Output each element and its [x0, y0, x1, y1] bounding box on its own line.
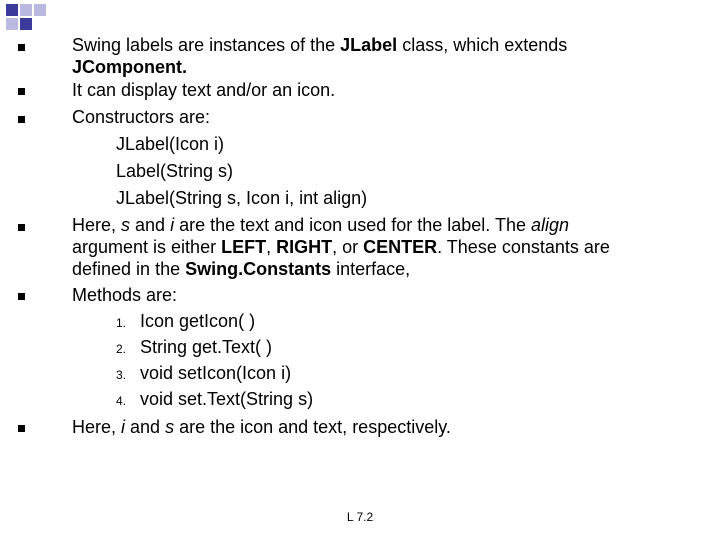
bullet-icon: [18, 425, 25, 432]
bullet-icon: [18, 88, 25, 95]
constructor-item: JLabel(Icon i): [116, 134, 225, 154]
bullet-4-line-2: argument is either LEFT, RIGHT, or CENTER. These constants are: [72, 237, 610, 257]
method-number: 3.: [116, 368, 127, 382]
method-item: String get.Text( ): [140, 337, 273, 357]
bullet-1-line-1: Swing labels are instances of the JLabel class, which extends: [72, 35, 568, 55]
title-decoration: [0, 0, 72, 30]
method-item: void setIcon(Icon i): [140, 363, 292, 383]
bullet-icon: [18, 293, 25, 300]
bullet-2-line-1: It can display text and/or an icon.: [72, 80, 336, 100]
method-number: 2.: [116, 342, 127, 356]
slide-number: L 7.2: [346, 510, 374, 524]
bullet-4-line-3: defined in the Swing.Constants interface,: [72, 259, 411, 279]
bullet-5-line-1: Methods are:: [72, 285, 178, 305]
decoration-square: [6, 4, 18, 16]
method-number: 4.: [116, 394, 127, 408]
bullet-4-line-1: Here, s and i are the text and icon used for the label. The align: [72, 215, 570, 235]
constructor-item: JLabel(String s, Icon i, int align): [116, 188, 368, 208]
decoration-square: [34, 4, 46, 16]
decoration-square: [6, 18, 18, 30]
bullet-6-line-1: Here, i and s are the icon and text, respectively.: [72, 417, 451, 437]
decoration-square: [20, 18, 32, 30]
decoration-square: [20, 4, 32, 16]
bullet-1-line-2: JComponent.: [72, 57, 187, 77]
method-item: void set.Text(String s): [140, 389, 314, 409]
method-number: 1.: [116, 316, 127, 330]
bullet-3-line-1: Constructors are:: [72, 107, 211, 127]
bullet-icon: [18, 44, 25, 51]
bullet-icon: [18, 116, 25, 123]
method-item: Icon getIcon( ): [140, 311, 256, 331]
constructor-item: Label(String s): [116, 161, 234, 181]
bullet-icon: [18, 224, 25, 231]
